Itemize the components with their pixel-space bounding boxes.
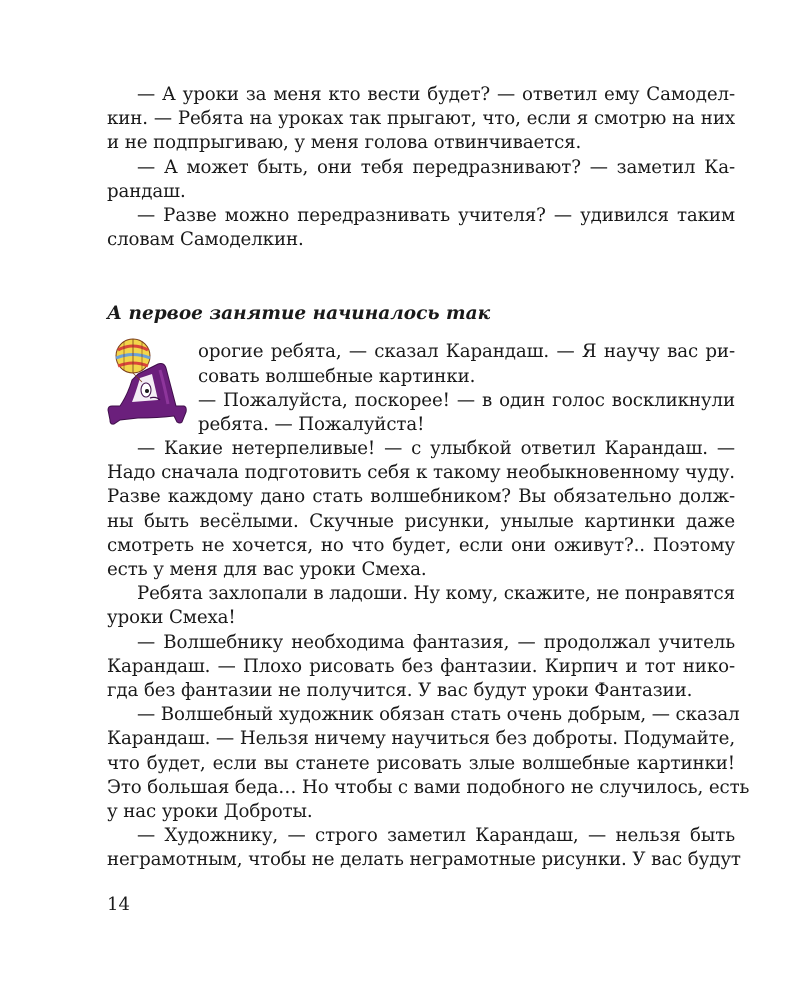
paragraph — [107, 703, 750, 824]
text-line: — Какие нетерпеливые! — с улыбкой ответил Карандаш. — — [137, 438, 735, 460]
text-line: — Художнику, — строго заметил Карандаш, — нельзя быть — [137, 825, 735, 847]
text-line: ребята. — Пожалуйста! — [198, 413, 425, 435]
text-line: — А уроки за меня кто вести будет? — ответил ему Самодел- — [137, 84, 735, 105]
paragraph — [107, 582, 735, 630]
text-line: Разве каждому дано стать волшебником? Вы обязательно долж- — [107, 486, 735, 508]
text-line: рандаш. — [107, 180, 186, 202]
text-line: кин. — Ребята на уроках так прыгают, что, если я смотрю на них — [107, 108, 735, 130]
letter-d-shape — [108, 364, 186, 425]
text-line: смотреть не хочется, но что будет, если они оживут?.. Поэтому — [107, 534, 735, 556]
text-line: Надо сначала подготовить себя к такому необыкновенному чуду. — [107, 462, 735, 484]
balloon-icon — [116, 339, 150, 373]
paragraph — [107, 204, 735, 252]
paragraph — [107, 631, 735, 704]
dropcap-paragraph — [107, 340, 735, 437]
paragraph — [107, 83, 735, 156]
page-text-column — [107, 83, 750, 872]
text-line: есть у меня для вас уроки Смеха. — [107, 559, 427, 580]
text-line: Ребята захлопали в ладоши. Ну кому, скажите, не понравятся — [137, 583, 735, 605]
text-line: и не подпрыгиваю, у меня голова отвинчивается. — [107, 132, 582, 154]
text-line: неграмотным, чтобы не делать неграмотные рисунки. У вас будут — [107, 849, 741, 871]
text-line: совать волшебные картинки. — [198, 365, 476, 387]
dropcap-lines — [107, 340, 735, 437]
body-paragraphs — [107, 437, 750, 872]
text-line: Карандаш. — Плохо рисовать без фантазии. Кирпич и тот нико- — [107, 655, 735, 677]
text-line: Карандаш. — Нельзя ничему научиться без доброты. Подумайте, — [107, 728, 735, 750]
text-line: — Пожалуйста, поскорее! — в один голос воскликнули — [198, 389, 735, 411]
text-line: Это большая беда… Но чтобы с вами подобного не случилось, есть — [107, 776, 750, 798]
text-line: орогие ребята, — сказал Карандаш. — Я научу вас ри- — [198, 341, 735, 363]
section-heading: А первое занятие начиналось так — [107, 303, 491, 325]
paragraph — [107, 824, 741, 872]
text-line: — А может быть, они тебя передразнивают? — заметил Ка- — [137, 156, 735, 178]
page-number: 14 — [107, 894, 130, 915]
paragraph — [107, 437, 735, 582]
text-line: что будет, если вы станете рисовать злые волшебные картинки! — [107, 752, 735, 774]
text-line: — Волшебнику необходима фантазия, — продолжал учитель — [137, 631, 735, 653]
text-line: — Волшебный художник обязан стать очень добрым, — сказал — [137, 704, 740, 726]
text-line: гда без фантазии не получится. У вас будут уроки Фантазии. — [107, 679, 693, 701]
text-line: ны быть весёлыми. Скучные рисунки, унылые картинки даже — [107, 510, 735, 532]
dropcap-letter-d-illustration — [98, 334, 190, 426]
text-line: словам Самоделкин. — [107, 229, 304, 251]
text-line: — Разве можно передразнивать учителя? — удивился таким — [137, 204, 735, 226]
paragraph — [107, 156, 735, 204]
text-line: уроки Смеха! — [107, 607, 236, 629]
text-line: у нас уроки Доброты. — [107, 800, 313, 822]
top-paragraphs — [107, 83, 735, 252]
